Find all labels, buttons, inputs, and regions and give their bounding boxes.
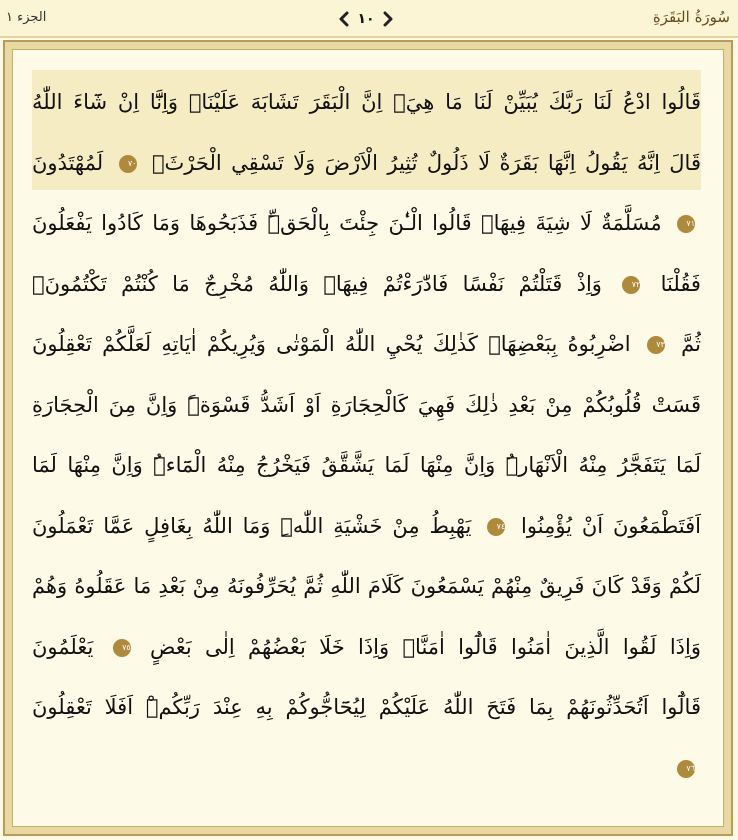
line-text: فَقُلْنَا (660, 271, 701, 296)
page-navigator (336, 7, 396, 31)
line-text: اضْرِبُوهُ بِبَعْضِهَاۜ كَذٰلِكَ يُحْيِ اللّٰهُ الْمَوْتٰى وَيُرِيكُمْ اٰيَاتِهِ لَعَلَّكُمْ تَعْقِلُونَ (32, 332, 631, 356)
quran-text (32, 72, 701, 798)
ayah-number-marker[interactable]: ٧٥ (113, 639, 131, 657)
top-bar (0, 0, 738, 38)
ayah-number-marker[interactable]: ٧٣ (647, 336, 665, 354)
text-line[interactable] (32, 617, 701, 678)
text-line[interactable] (32, 314, 701, 375)
ayah-number-marker[interactable]: ٧٢ (622, 276, 640, 294)
line-text: يَعْلَمُونَ (32, 634, 94, 659)
line-text: قَالُوا ادْعُ لَنَا رَبَّكَ يُبَيِّنْ لَنَا مَا هِيَۙ اِنَّ الْبَقَرَ تَشَابَهَ عَلَيْنَاۜ وَاِنَّٓا اِنْ شَٓاءَ اللّٰهُ (32, 90, 701, 114)
line-text: ثُمَّ (681, 332, 701, 356)
line-text: وَاِذْ قَتَلْتُمْ نَفْسًا فَادّٰرَءْتُمْ فِيهَاۜ وَاللّٰهُ مُخْرِجٌ مَا كُنْتُمْ تَكْتُمُونَۚ (32, 271, 602, 296)
surah-name: سُورَةُ البَقَرَةِ (652, 8, 730, 26)
text-line[interactable] (32, 496, 701, 557)
line-text: لَمَا يَتَفَجَّرُ مِنْهُ الْاَنْهَارُۜ وَاِنَّ مِنْهَا لَمَا يَشَّقَّقُ فَيَخْرُجُ مِنْهُ الْمَٓاءُۜ وَاِنَّ مِنْهَا لَمَا (32, 453, 701, 477)
line-text: وَاِذَا لَقُوا الَّذِينَ اٰمَنُوا قَالُٓوا اٰمَنَّاۚ وَاِذَا خَلَا بَعْضُهُمْ اِلٰى بَعْضٍ (149, 634, 701, 659)
juz-label: الجزء ١ (6, 10, 47, 25)
text-line[interactable] (32, 738, 701, 799)
chevron-left-icon[interactable] (336, 7, 352, 31)
chevron-right-icon[interactable] (380, 7, 396, 31)
text-line[interactable] (32, 72, 701, 133)
page-number: ١٠ (357, 11, 375, 27)
line-text: قَالُٓوا اَتُحَدِّثُونَهُمْ بِمَا فَتَحَ اللّٰهُ عَلَيْكُمْ لِيُحَٓاجُّوكُمْ بِهِ عِنْدَ رَبِّكُمْۜ اَفَلَا تَعْقِلُونَ (32, 695, 701, 719)
line-text: مُسَلَّمَةٌ لَا شِيَةَ فِيهَاۜ قَالُوا الْـٰٔنَ جِئْتَ بِالْحَقِّۜ فَذَبَحُوهَا وَمَا كَادُوا يَفْعَلُونَ (32, 211, 662, 235)
text-line[interactable] (32, 254, 701, 315)
text-line[interactable] (32, 193, 701, 254)
ayah-number-marker[interactable]: ٧٠ (119, 155, 137, 173)
line-text: قَالَ اِنَّهُ يَقُولُ اِنَّهَا بَقَرَةٌ لَا ذَلُولٌ تُثِيرُ الْاَرْضَ وَلَا تَسْقِي الْحَرْثَۚ (151, 150, 701, 175)
ayah-number-marker[interactable]: ٧١ (677, 215, 695, 233)
text-line[interactable] (32, 677, 701, 738)
ayah-number-marker[interactable]: ٧٦ (677, 760, 695, 778)
text-line[interactable] (32, 133, 701, 194)
text-line[interactable] (32, 556, 701, 617)
line-text: لَمُهْتَدُونَ (32, 150, 104, 175)
text-line[interactable] (32, 435, 701, 496)
line-text: لَكُمْ وَقَدْ كَانَ فَرِيقٌ مِنْهُمْ يَسْمَعُونَ كَلَامَ اللّٰهِ ثُمَّ يُحَرِّفُونَهُ مِنْ بَعْدِ مَا عَقَلُوهُ وَهُمْ (32, 574, 701, 598)
line-text: يَهْبِطُ مِنْ خَشْيَةِ اللّٰهِۜ وَمَا اللّٰهُ بِغَافِلٍ عَمَّا تَعْمَلُونَ (32, 513, 472, 538)
ayah-number-marker[interactable]: ٧٤ (487, 518, 505, 536)
text-line[interactable] (32, 375, 701, 436)
line-text: اَفَتَطْمَعُونَ اَنْ يُؤْمِنُوا (521, 513, 701, 538)
line-text: قَسَتْ قُلُوبُكُمْ مِنْ بَعْدِ ذٰلِكَ فَهِيَ كَالْحِجَارَةِ اَوْ اَشَدُّ قَسْوَةًۜ وَاِنَّ مِنَ الْحِجَارَةِ (32, 392, 701, 417)
